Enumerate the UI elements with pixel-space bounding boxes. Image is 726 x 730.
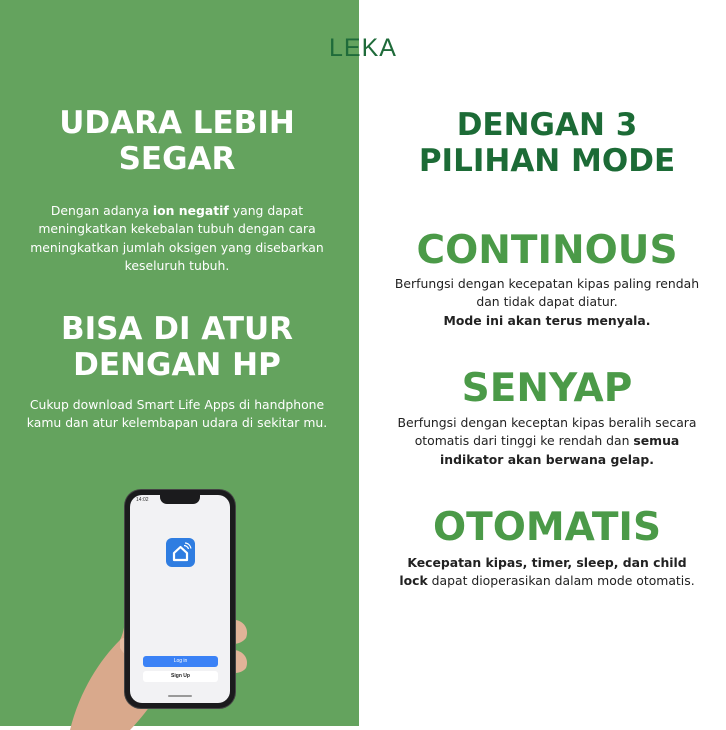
phone-notch <box>160 495 200 504</box>
phone-screen <box>130 495 230 703</box>
brand-logo: LEKA <box>329 34 397 62</box>
smart-life-home-icon[interactable] <box>166 538 195 567</box>
phone-status-time: 14:02 <box>136 497 149 503</box>
home-indicator <box>168 695 192 697</box>
fresh-air-description <box>20 202 334 275</box>
smartphone <box>125 490 235 708</box>
fresh-air-desc-post: yang dapat meningkatkan kekebalan tubuh dengan cara meningkatkan jumlah oksigen yang disebarkan keseluruh tubuh. <box>30 203 324 274</box>
fresh-air-desc-pre: Dengan adanya <box>50 203 153 218</box>
hand-holding-phone <box>0 450 359 726</box>
mode-otomatis-text: dapat dioperasikan dalam mode otomatis. <box>427 573 695 589</box>
phone-control-heading <box>20 312 334 384</box>
phone-control-heading-line1: BISA DI ATUR <box>60 311 294 347</box>
mode-otomatis-heading: OTOMATIS <box>432 505 662 550</box>
mode-continous-text: Berfungsi dengan kecepatan kipas paling rendah dan tidak dapat diatur. <box>394 276 700 310</box>
fresh-air-heading-line2: SEGAR <box>118 140 236 177</box>
phone-control-heading-line2: DENGAN HP <box>73 346 281 383</box>
modes-title <box>392 108 702 180</box>
mode-otomatis-description <box>392 554 702 591</box>
mode-senyap-description <box>392 414 702 469</box>
mode-otomatis-bold: Kecepatan kipas, timer, sleep, dan child lock <box>399 555 687 589</box>
mode-continous-description <box>392 275 702 330</box>
modes-title-line2: PILIHAN MODE <box>418 142 676 179</box>
mode-continous-heading: CONTINOUS <box>416 228 678 273</box>
mode-senyap-heading: SENYAP <box>461 366 633 411</box>
home-icon <box>166 538 195 567</box>
modes-title-line1: DENGAN 3 <box>456 107 638 143</box>
mode-senyap-text: Berfungsi dengan keceptan kipas beralih secara otomatis dari tinggi ke rendah dan <box>397 415 697 449</box>
fresh-air-desc-bold: ion negatif <box>152 203 229 218</box>
mode-senyap-bold: semua indikator akan berwana gelap. <box>440 433 680 467</box>
mode-continous-bold: Mode ini akan terus menyala. <box>443 312 651 328</box>
fresh-air-heading <box>20 106 334 178</box>
login-button[interactable]: Log in <box>143 656 218 667</box>
signup-button[interactable]: Sign Up <box>143 671 218 682</box>
phone-control-description: Cukup download Smart Life Apps di handphone kamu dan atur kelembapan udara di sekitar mu. <box>26 397 328 431</box>
fresh-air-heading-line1: UDARA LEBIH <box>59 105 295 141</box>
